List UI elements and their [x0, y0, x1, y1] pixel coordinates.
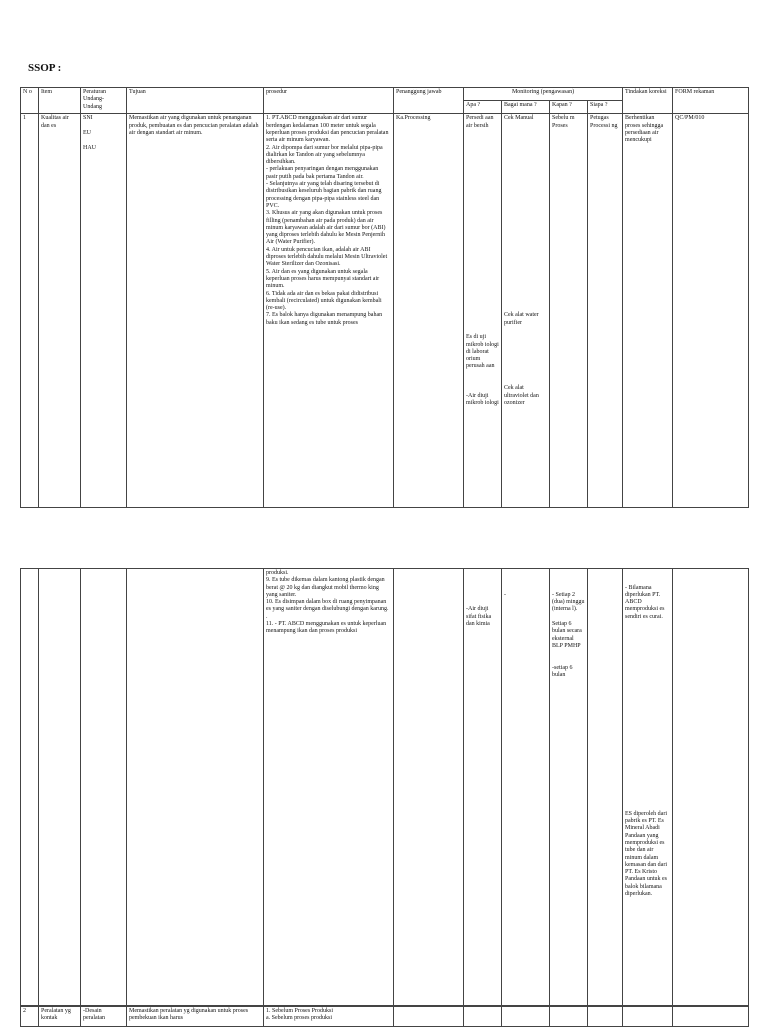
row2-prosedur: 1. Sebelum Proses Produksi a. Sebelum proses produksi	[264, 1007, 394, 1027]
header-apa: Apa ?	[464, 101, 502, 114]
row1b-kapan: - Setiap 2 (dua) minggu (interna l). Setiap 6 bulan secara eksternal BLP PMHP -setiap 6 bulan	[550, 569, 588, 1006]
row1-tujuan: Memastikan air yang digunakan untuk penanganan produk, pembuatan es dan pencucian peralatan adalah air dengan standart air minum.	[127, 114, 264, 508]
row1-no: 1	[21, 114, 39, 508]
row1b-peraturan	[81, 569, 127, 1006]
ssop-table-page-1	[20, 87, 749, 508]
page-title: SSOP :	[28, 62, 62, 74]
row1-penanggung-jawab: Ka.Processing	[394, 114, 464, 508]
header-no: N o	[21, 88, 39, 114]
row1-item: Kualitas air dan es	[39, 114, 81, 508]
row1b-penanggung-jawab	[394, 569, 464, 1006]
row1-tindakan: Berhentikan proses sehingga persediaan air mencukupi	[623, 114, 673, 508]
row1b-apa: -Air diuji sifat fisika dan kimia	[464, 569, 502, 1006]
header-kapan: Kapan ?	[550, 101, 588, 114]
row1-siapa: Petugas Processi ng	[588, 114, 623, 508]
row1b-tindakan: - Bilamana diperlukan PT. ABCD memproduksi es sendiri es curai. ES diperoleh dari pabrik es PT. Es Mineral Abadi Pandaan yang memproduksi es tube dan air minum dalam kemasan dan dari PT. Es Kristo Pandaan untuk es balok bilamana diperlukan.	[623, 569, 673, 1006]
header-tindakan-koreksi: Tindakan koreksi	[623, 88, 673, 114]
header-form-rekaman: FORM rekaman	[673, 88, 749, 114]
row2-item: Peralatan yg kontak	[39, 1007, 81, 1027]
header-tujuan: Tujuan	[127, 88, 264, 114]
row2-tujuan: Memastikan peralatan yg digunakan untuk proses pembekuan ikan harus	[127, 1007, 264, 1027]
row1-peraturan: SNI EU HAU	[81, 114, 127, 508]
header-peraturan: Peraturan Undang- Undang	[81, 88, 127, 114]
header-penanggung-jawab: Penanggung jawab	[394, 88, 464, 114]
header-bagaimana: Bagai mana ?	[502, 101, 550, 114]
row2-no: 2	[21, 1007, 39, 1027]
row2-peraturan: -Desain peralatan	[81, 1007, 127, 1027]
row1b-form	[673, 569, 749, 1006]
row1-bagaimana: Cek Manual Cek alat water purifier Cek alat ultraviolet dan ozonizer	[502, 114, 550, 508]
header-item: Item	[39, 88, 81, 114]
row1-kapan: Sebelu m Proses	[550, 114, 588, 508]
header-siapa: Siapa ?	[588, 101, 623, 114]
row1b-tujuan	[127, 569, 264, 1006]
row1b-bagaimana: -	[502, 569, 550, 1006]
header-prosedur: prosedur	[264, 88, 394, 114]
row1-apa: Persedi aan air bersih Es di uji mikrob iologi di laborat orium perusah aan -Air diuji mikrob iologi	[464, 114, 502, 508]
row1b-no	[21, 569, 39, 1006]
header-monitoring: Monitoring (pengawasan)	[464, 88, 623, 101]
row1b-prosedur: produksi. 9. Es tube dikemas dalam kantong plastik dengan berat @ 20 kg dan diangkut mobil thermo king yang saniter. 10. Es disimpan dalam box di ruang penyimpanan es yang saniter dengan diselubungi dengan karung. . 11. - PT. ABCD menggunakan es untuk keperluan menampung ikan dan proses produksi	[264, 569, 394, 1006]
row1-form: QC/PM/010	[673, 114, 749, 508]
row1b-item	[39, 569, 81, 1006]
row1-prosedur: 1. PT.ABCD menggunakan air dari sumur berdengan kedalaman 100 meter untuk segala keperluan proses produksi dan pencucian peralatan serta air minum karyawan. 2. Air dipompa dari sumur bor melalui pipa-pipa dialirkan ke Tandon air yang sebelumnya dibersihkan. - perlakuan penyaringan dengan menggunakan pasir putih pada bak pertama Tandon air. - Selanjutnya air yang telah disaring tersebut di distribusikan keseluruh bagian pabrik dan ruang processing dengan pipa-pipa stainless steel dan PVC. 3. Khusus air yang akan digunakan untuk proses filling (penambahan air pada produk) dan air minum karyawan adalah air dari sumur bor (ABI) yang diproses terlebih dahulu ke Mesin Penjernih Air (Water Purifier). 4. Air untuk pencucian ikan, adalah air ABI diproses terlebih dahulu melalui Mesin Ultraviolet Water Sterilizer dan Ozonisasi. 5. Air dan es yang digunakan untuk segala keperluan proses harus mempunyai standart air minum. 6. Tidak ada air dan es bekas pakai didistribusi kembali (recirculated) untuk digunakan kembali (re-use). 7. Es balok hanya digunakan menampung bahan baku ikan sedang es tube untuk proses	[264, 114, 394, 508]
ssop-table-page-2	[20, 568, 749, 1006]
row1b-siapa	[588, 569, 623, 1006]
